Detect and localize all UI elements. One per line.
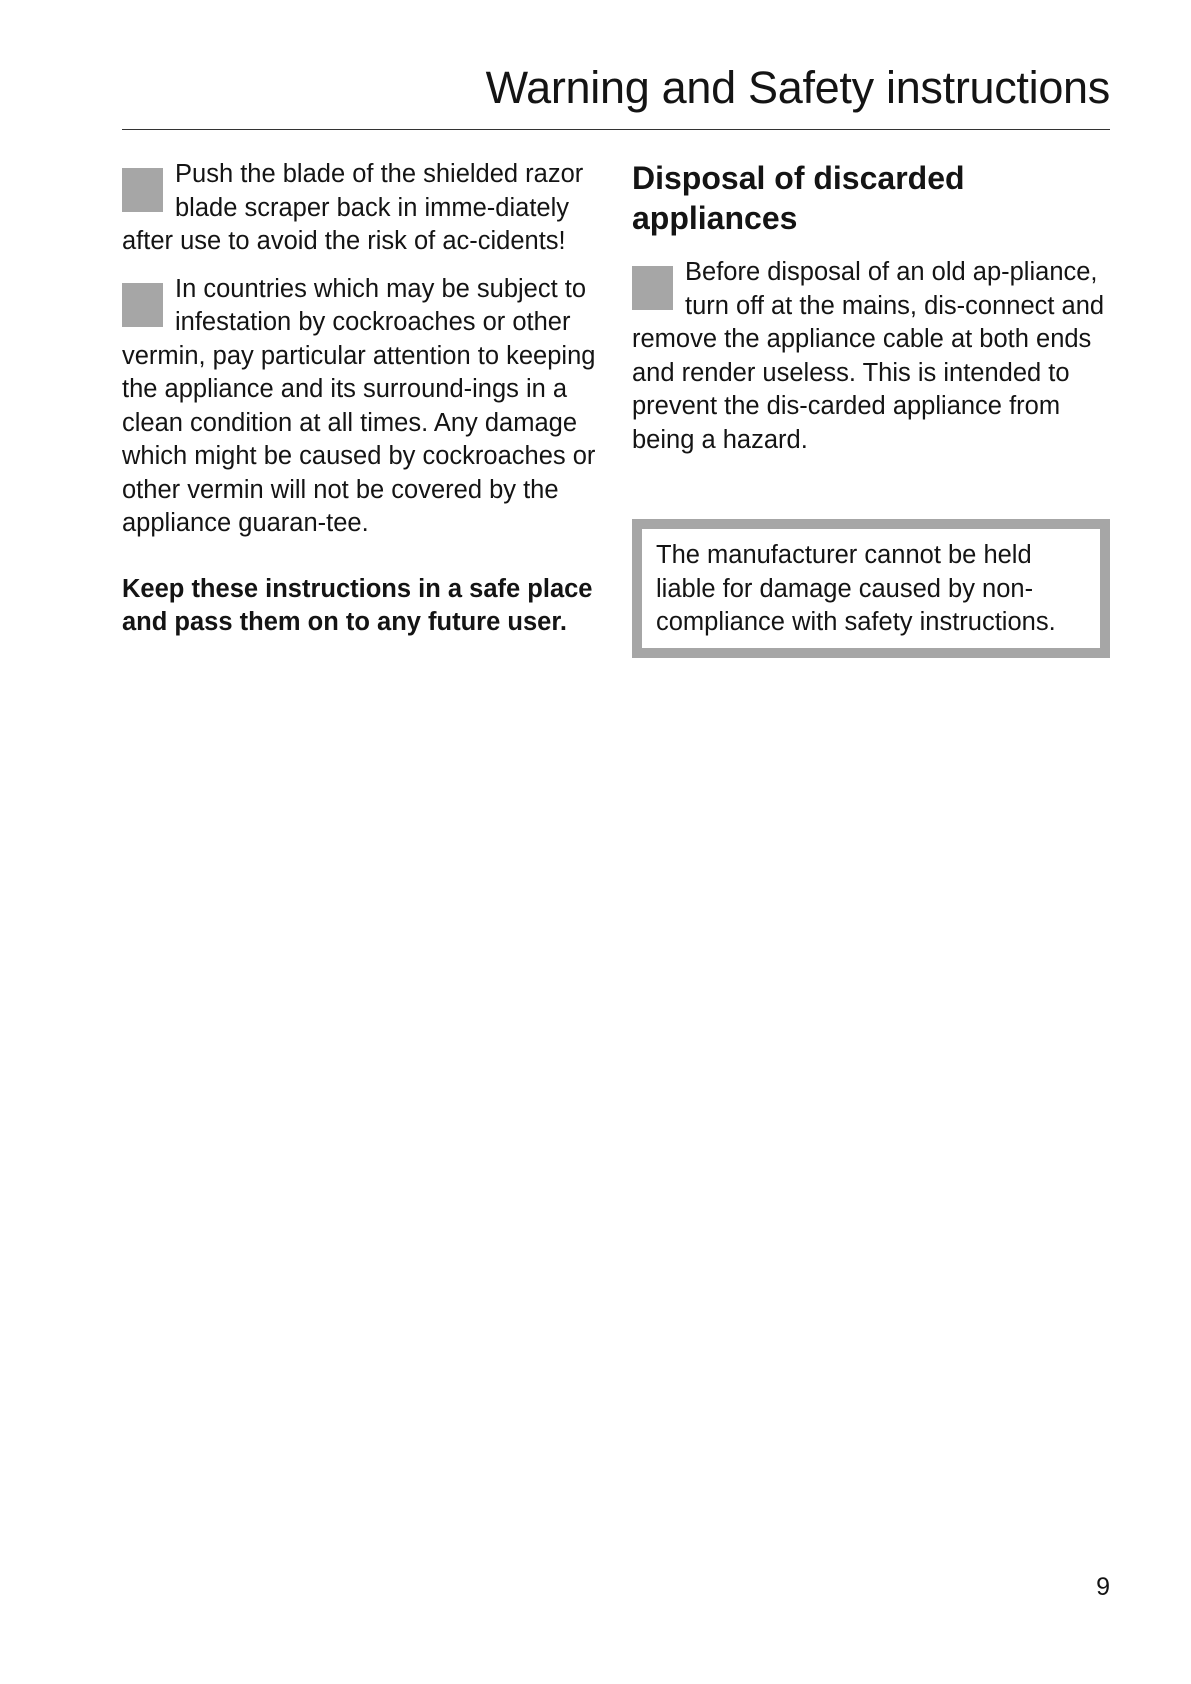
bullet-text: Push the blade of the shielded razor blade scraper back in imme-diately after use to avoid the risk of ac-cidents! <box>122 160 584 255</box>
liability-notice-box <box>632 519 1110 658</box>
bullet-item-cockroaches <box>122 273 600 541</box>
page-number: 9 <box>1096 1573 1110 1601</box>
keep-instructions-note: Keep these instructions in a safe place and pass them on to any future user. <box>122 574 593 636</box>
page-header <box>122 58 1110 130</box>
bullet-text: In countries which may be subject to infestation by cockroaches or other vermin, pay particular attention to keeping the appliance and its surround-ings in a clean condition at all times. Any damage which might be caused by cockroaches or other vermin will not be covered by the appliance guaran-tee. <box>122 274 596 537</box>
bullet-item-disposal <box>632 256 1110 457</box>
right-column <box>632 158 1110 658</box>
left-column <box>122 158 600 640</box>
bullet-text: Before disposal of an old ap-pliance, turn off at the mains, dis-connect and remove the appliance cable at both ends and render useless. This is intended to prevent the dis-carded appliance from being a hazard. <box>632 258 1105 454</box>
section-heading-disposal: Disposal of discarded appliances <box>632 160 965 236</box>
bullet-square-icon <box>122 283 163 327</box>
bullet-square-icon <box>632 266 673 310</box>
page-title: Warning and Safety instructions <box>485 62 1110 113</box>
liability-notice-text: The manufacturer cannot be held liable for damage caused by non-compliance with safety instructions. <box>656 541 1056 636</box>
bullet-square-icon <box>122 168 163 212</box>
bullet-item-scraper <box>122 158 600 259</box>
